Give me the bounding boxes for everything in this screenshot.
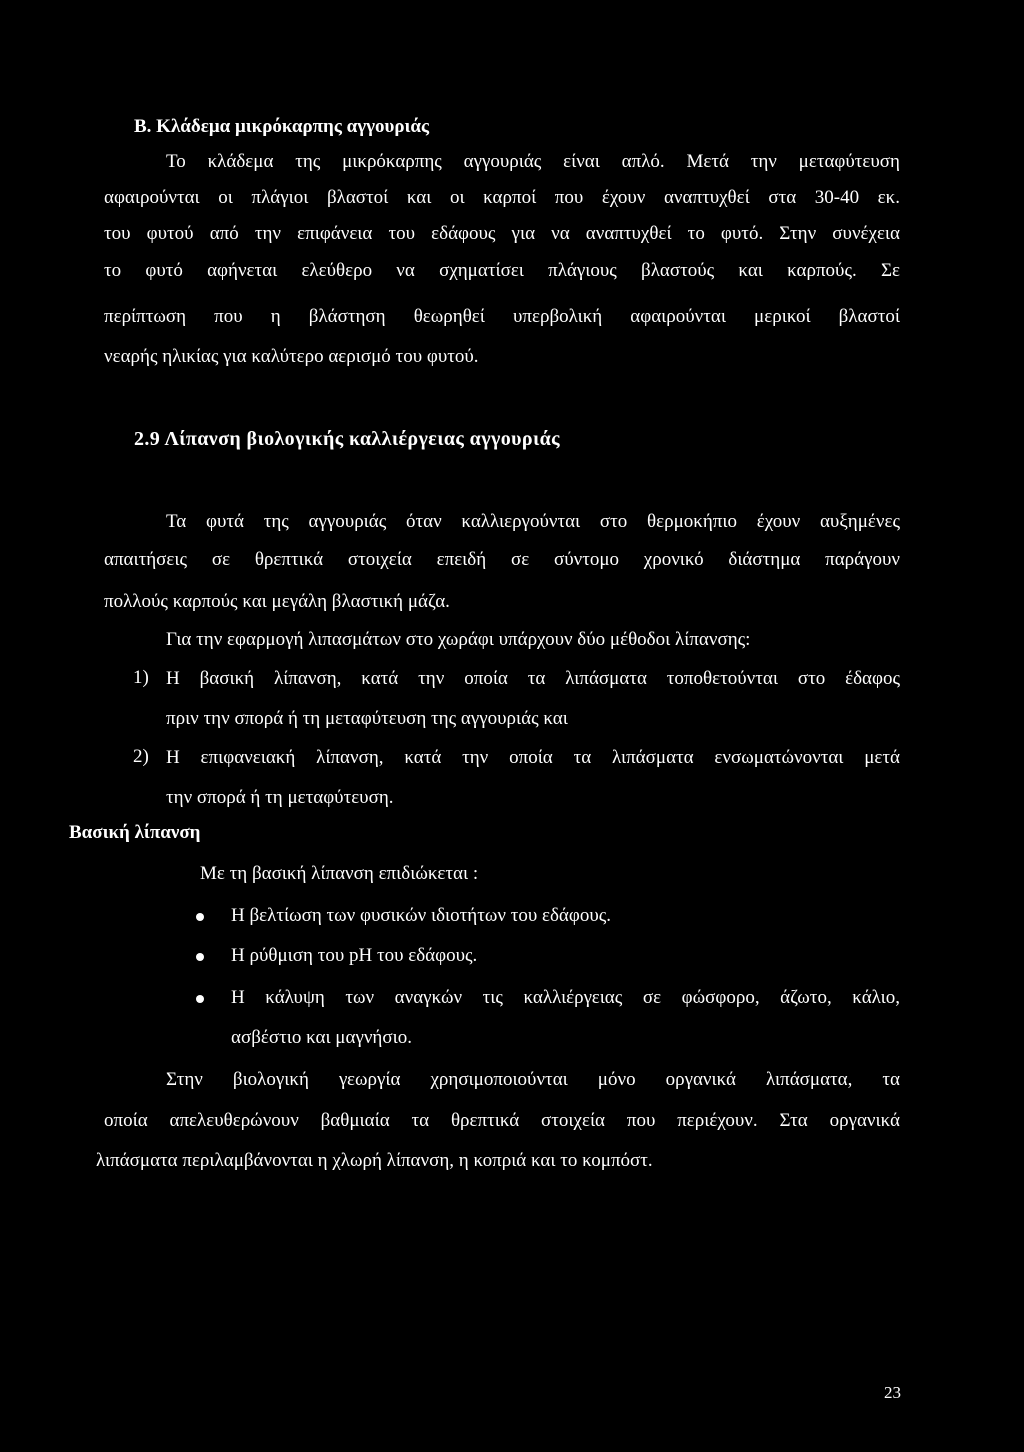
- method-text: Η επιφανειακή λίπανση, κατά την οποία τα λιπάσματα ενσωματώνονται μετά: [166, 747, 900, 768]
- paragraph-line: λιπάσματα περιλαμβάνονται η χλωρή λίπανση, η κοπριά και το κομπόστ.: [96, 1150, 653, 1171]
- method-number: 1): [133, 667, 149, 688]
- method-text: Η βασική λίπανση, κατά την οποία τα λιπάσματα τοποθετούνται στο έδαφος: [166, 668, 900, 689]
- bullet-continuation: ασβέστιο και μαγνήσιο.: [231, 1027, 412, 1048]
- section-heading-pruning: B. Κλάδεμα μικρόκαρπης αγγουριάς: [134, 116, 430, 137]
- bullet-item: Η κάλυψη των αναγκών τις καλλιέργειας σε φώσφορο, άζωτο, κάλιο,: [231, 987, 900, 1008]
- paragraph-line: Στην βιολογική γεωργία χρησιμοποιούνται μόνο οργανικά λιπάσματα, τα: [166, 1069, 900, 1090]
- paragraph-line: αφαιρούνται οι πλάγιοι βλαστοί και οι καρποί που έχουν αναπτυχθεί στα 30-40 εκ.: [104, 187, 900, 208]
- paragraph-line: οποία απελευθερώνουν βαθμιαία τα θρεπτικά στοιχεία που περιέχουν. Στα οργανικά: [104, 1110, 900, 1131]
- method-text: την σπορά ή τη μεταφύτευση.: [166, 787, 394, 808]
- paragraph-line: Τα φυτά της αγγουριάς όταν καλλιεργούνται στο θερμοκήπιο έχουν αυξημένες: [166, 511, 900, 532]
- method-number: 2): [133, 746, 149, 767]
- subheading-basic-fertilization: Βασική λίπανση: [69, 822, 201, 843]
- page-number: 23: [884, 1383, 901, 1402]
- method-text: πριν την σπορά ή τη μεταφύτευση της αγγουριάς και: [166, 708, 568, 729]
- paragraph-line: νεαρής ηλικίας για καλύτερο αερισμό του φυτού.: [104, 346, 479, 367]
- section-heading-fertilization: 2.9 Λίπανση βιολογικής καλλιέργειας αγγουριάς: [134, 428, 560, 450]
- bullet-item: Η ρύθμιση του pH του εδάφους.: [231, 945, 478, 966]
- paragraph-line: πολλούς καρπούς και μεγάλη βλαστική μάζα.: [104, 591, 450, 612]
- basic-fertilization-intro: Με τη βασική λίπανση επιδιώκεται :: [200, 863, 479, 884]
- paragraph-line: του φυτού από την επιφάνεια του εδάφους για να αναπτυχθεί το φυτό. Στην συνέχεια: [104, 223, 900, 244]
- bullet-icon: [196, 995, 204, 1003]
- bullet-icon: [196, 953, 204, 961]
- paragraph-line: απαιτήσεις σε θρεπτικά στοιχεία επειδή σε σύντομο χρονικό διάστημα παράγουν: [104, 549, 900, 570]
- bullet-icon: [196, 913, 204, 921]
- bullet-item: Η βελτίωση των φυσικών ιδιοτήτων του εδάφους.: [231, 905, 612, 926]
- methods-intro: Για την εφαρμογή λιπασμάτων στο χωράφι υπάρχουν δύο μέθοδοι λίπανσης:: [166, 629, 751, 650]
- paragraph-line: Το κλάδεμα της μικρόκαρπης αγγουριάς είναι απλό. Μετά την μεταφύτευση: [166, 151, 900, 172]
- paragraph-line: το φυτό αφήνεται ελεύθερο να σχηματίσει πλάγιους βλαστούς και καρπούς. Σε: [104, 260, 900, 281]
- paragraph-line: περίπτωση που η βλάστηση θεωρηθεί υπερβολική αφαιρούνται μερικοί βλαστοί: [104, 306, 900, 327]
